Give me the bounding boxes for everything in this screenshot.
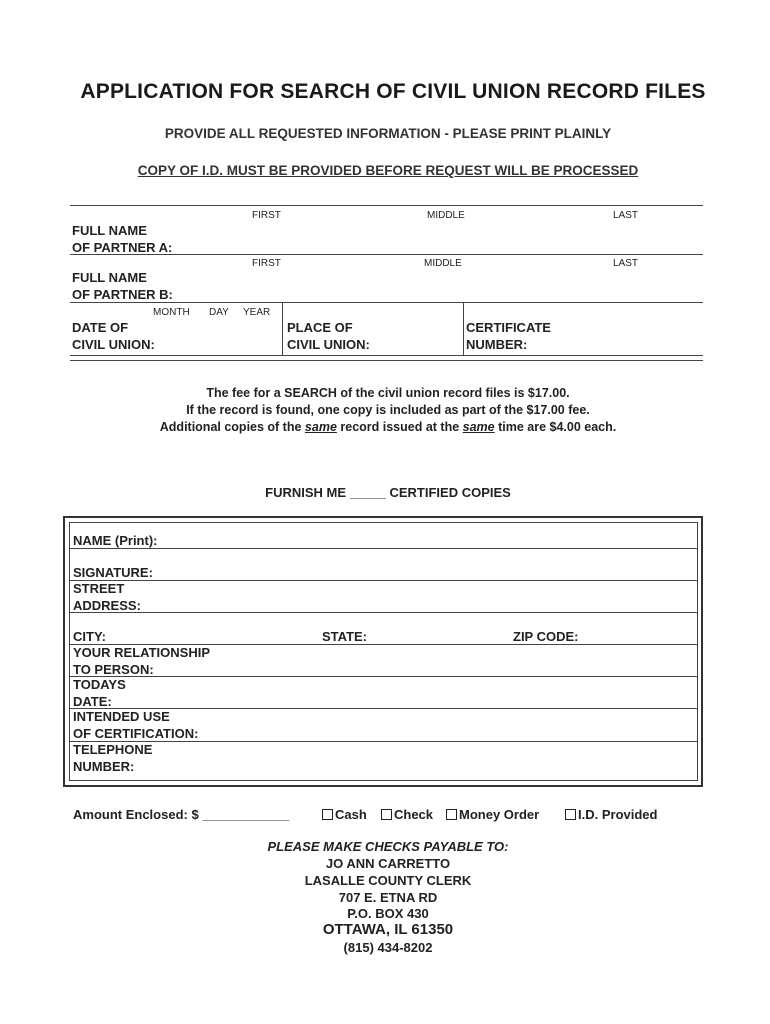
- partner-b-label: [72, 270, 173, 303]
- section-top-rule: [70, 205, 703, 206]
- state-label: STATE:: [322, 629, 368, 644]
- date-field[interactable]: [160, 322, 278, 352]
- cash-label: Cash: [335, 807, 367, 822]
- certificate-label-line2: NUMBER:: [466, 336, 528, 352]
- row-rule-signature: [69, 580, 698, 581]
- po-box-line: P.O. BOX 430: [347, 906, 429, 921]
- telephone-field[interactable]: [150, 758, 695, 778]
- partner-b-name-field[interactable]: [180, 284, 700, 302]
- relationship-label: [73, 645, 210, 678]
- partner-a-label-line1: FULL NAME: [72, 223, 147, 238]
- name-print-label: NAME (Print):: [73, 533, 158, 548]
- certificate-field[interactable]: [560, 322, 700, 352]
- certificate-label-line1: CERTIFICATE: [466, 320, 551, 335]
- fee-same-2: same: [462, 420, 495, 434]
- col-first-b: FIRST: [252, 258, 281, 269]
- money-order-label: Money Order: [459, 807, 540, 822]
- date-label-line2: CIVIL UNION:: [72, 336, 155, 352]
- section-bottom-rule: [70, 360, 703, 361]
- check-option[interactable]: [381, 807, 433, 824]
- col-month: MONTH: [153, 307, 190, 318]
- phone-label-line1: TELEPHONE: [73, 742, 153, 757]
- row-rule-street: [69, 612, 698, 613]
- certificate-label: [466, 320, 551, 353]
- col-last-b: LAST: [613, 258, 639, 269]
- street-label-line1: STREET: [73, 581, 125, 596]
- today-label-line1: TODAYS: [73, 677, 126, 692]
- copies-count-field[interactable]: _____: [349, 485, 386, 500]
- intended-label-line1: INTENDED USE: [73, 709, 170, 724]
- relationship-label-line1: YOUR RELATIONSHIP: [73, 645, 210, 660]
- print-instruction: PROVIDE ALL REQUESTED INFORMATION - PLEASE PRINT PLAINLY: [164, 126, 612, 141]
- check-checkbox[interactable]: [381, 809, 392, 820]
- today-label-line2: DATE:: [73, 693, 112, 709]
- fee-line-3-e: time are $4.00 each.: [494, 420, 617, 434]
- furnish-label-b: CERTIFIED COPIES: [389, 485, 511, 500]
- zip-code-label: ZIP CODE:: [513, 629, 579, 644]
- furnish-copies: [0, 485, 770, 500]
- fee-line-2: If the record is found, one copy is included as part of the $17.00 fee.: [186, 403, 590, 417]
- furnish-label-a: FURNISH ME: [265, 485, 347, 500]
- place-divider: [282, 303, 283, 355]
- city-field[interactable]: [110, 626, 315, 644]
- partner-a-name-field[interactable]: [180, 236, 700, 254]
- fee-line-1: The fee for a SEARCH of the civil union record files is $17.00.: [206, 386, 570, 400]
- col-day: DAY: [209, 307, 229, 318]
- telephone-label: [73, 742, 152, 775]
- money-order-option[interactable]: [446, 807, 539, 824]
- date-label: [72, 320, 155, 353]
- signature-label: SIGNATURE:: [73, 565, 153, 580]
- relationship-label-line2: TO PERSON:: [73, 661, 154, 677]
- city-state-zip-line: OTTAWA, IL 61350: [322, 921, 454, 938]
- phone-label-line2: NUMBER:: [73, 758, 135, 774]
- payable-to-heading: PLEASE MAKE CHECKS PAYABLE TO:: [267, 839, 509, 854]
- fee-line-3-a: Additional copies of the: [159, 420, 305, 434]
- name-print-field[interactable]: [170, 530, 695, 548]
- check-label: Check: [394, 807, 434, 822]
- place-field[interactable]: [380, 322, 460, 352]
- col-year: YEAR: [243, 307, 271, 318]
- intended-label-line2: OF CERTIFICATION:: [73, 725, 199, 741]
- col-middle-a: MIDDLE: [427, 210, 465, 221]
- col-first-a: FIRST: [252, 210, 281, 221]
- zip-code-field[interactable]: [590, 626, 695, 644]
- place-label-line1: PLACE OF: [287, 320, 353, 335]
- cash-checkbox[interactable]: [322, 809, 333, 820]
- relationship-field[interactable]: [230, 658, 695, 676]
- place-label-line2: CIVIL UNION:: [287, 336, 370, 352]
- state-field[interactable]: [375, 626, 505, 644]
- todays-date-field[interactable]: [140, 690, 695, 708]
- row-rule-name: [69, 548, 698, 549]
- money-order-checkbox[interactable]: [446, 809, 457, 820]
- street-address-field[interactable]: [150, 594, 695, 612]
- partner-b-label-line1: FULL NAME: [72, 270, 147, 285]
- clerk-office: LASALLE COUNTY CLERK: [304, 873, 472, 888]
- id-provided-label: I.D. Provided: [578, 807, 658, 822]
- partner-a-label: [72, 223, 172, 256]
- id-provided-checkbox[interactable]: [565, 809, 576, 820]
- street-line: 707 E. ETNA RD: [338, 890, 438, 905]
- cash-option[interactable]: [322, 807, 367, 824]
- city-label: CITY:: [73, 629, 106, 644]
- partner-a-label-line2: OF PARTNER A:: [72, 239, 173, 255]
- place-label: [287, 320, 370, 353]
- partner-b-label-line2: OF PARTNER B:: [72, 286, 173, 302]
- id-notice: COPY OF I.D. MUST BE PROVIDED BEFORE REQUEST WILL BE PROCESSED: [137, 163, 639, 178]
- intended-use-field[interactable]: [215, 723, 695, 741]
- clerk-name: JO ANN CARRETTO: [325, 856, 451, 871]
- todays-date-label: [73, 677, 126, 710]
- fee-same-1: same: [304, 420, 337, 434]
- cert-divider: [463, 303, 464, 355]
- id-provided-option[interactable]: [565, 807, 657, 824]
- street-address-label: [73, 581, 141, 614]
- col-middle-b: MIDDLE: [424, 258, 462, 269]
- fee-line-3: [0, 420, 770, 434]
- intended-use-label: [73, 709, 198, 742]
- form-title: APPLICATION FOR SEARCH OF CIVIL UNION RECORD FILES: [80, 80, 706, 103]
- amount-enclosed-label: Amount Enclosed: $: [73, 807, 199, 822]
- col-last-a: LAST: [613, 210, 639, 221]
- signature-field[interactable]: [165, 562, 695, 580]
- amount-enclosed: [73, 807, 289, 824]
- date-label-line1: DATE OF: [72, 320, 129, 335]
- phone-line: (815) 434-8202: [343, 940, 433, 955]
- date-row-rule: [70, 355, 703, 356]
- fee-line-3-c: record issued at the: [336, 420, 463, 434]
- street-label-line2: ADDRESS:: [73, 597, 141, 613]
- amount-enclosed-field[interactable]: ____________: [202, 807, 290, 822]
